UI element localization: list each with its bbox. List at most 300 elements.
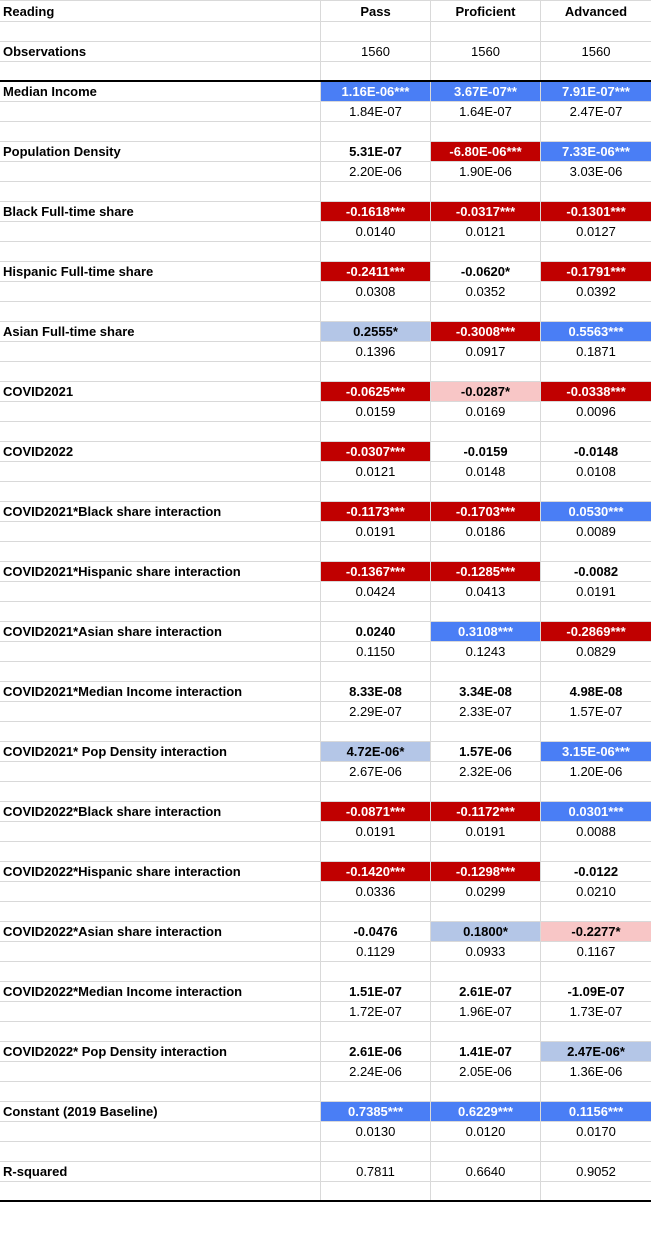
spacer-row [0, 542, 651, 562]
rsquared-row [0, 1162, 651, 1182]
coef-proficient[interactable]: 2.61E-07 [431, 982, 541, 1001]
empty-cell [0, 222, 321, 241]
table-row [0, 322, 651, 342]
table-row [0, 82, 651, 102]
coef-advanced[interactable]: -0.0148 [573, 444, 619, 459]
empty-cell [431, 902, 541, 921]
coef-advanced[interactable]: 3.15E-06*** [541, 742, 651, 761]
variable-label[interactable]: COVID2022*Hispanic share interaction [0, 862, 321, 881]
empty-cell [0, 242, 321, 261]
spacer-row [0, 602, 651, 622]
coef-advanced[interactable]: -0.0082 [573, 564, 619, 579]
empty-cell [321, 182, 431, 201]
table-row [0, 562, 651, 582]
empty-cell [0, 182, 321, 201]
spacer-row [0, 902, 651, 922]
empty-cell [541, 1022, 651, 1041]
empty-cell [431, 602, 541, 621]
coef-advanced[interactable]: 7.91E-07*** [541, 82, 651, 101]
se-proficient[interactable]: 1.64E-07 [431, 102, 541, 121]
empty-cell [0, 522, 321, 541]
coef-pass[interactable]: 0.7385*** [321, 1102, 431, 1121]
empty-cell [431, 1142, 541, 1161]
coef-pass[interactable]: 2.61E-06 [321, 1042, 431, 1061]
se-advanced[interactable]: 1.36E-06 [569, 1064, 623, 1079]
empty-cell [0, 782, 321, 801]
empty-cell [321, 362, 431, 381]
se-proficient[interactable]: 0.1243 [431, 642, 541, 661]
variable-label[interactable]: COVID2021 [0, 382, 321, 401]
empty-cell [541, 242, 651, 261]
se-pass[interactable]: 2.67E-06 [321, 762, 431, 781]
se-advanced[interactable]: 0.0392 [576, 284, 616, 299]
empty-cell [0, 402, 321, 421]
variable-label[interactable]: Median Income [0, 82, 321, 101]
coef-proficient[interactable]: 3.34E-08 [431, 682, 541, 701]
table-row [0, 582, 651, 602]
se-advanced[interactable]: 0.0191 [576, 584, 616, 599]
se-pass[interactable]: 0.0159 [321, 402, 431, 421]
empty-cell [0, 1002, 321, 1021]
se-pass[interactable]: 0.0140 [321, 222, 431, 241]
table-row [0, 1002, 651, 1022]
empty-cell [0, 1182, 321, 1200]
se-advanced[interactable]: 0.0108 [576, 464, 616, 479]
empty-cell [431, 182, 541, 201]
se-pass[interactable]: 1.84E-07 [321, 102, 431, 121]
empty-cell [541, 302, 651, 321]
coef-pass[interactable]: 8.33E-08 [321, 682, 431, 701]
empty-cell [321, 482, 431, 501]
empty-cell [431, 722, 541, 741]
se-pass[interactable]: 0.0130 [321, 1122, 431, 1141]
spacer-row [0, 182, 651, 202]
table-row [0, 402, 651, 422]
empty-cell [431, 662, 541, 681]
coef-advanced[interactable]: -0.1791*** [541, 262, 651, 281]
variable-label[interactable]: COVID2021*Black share interaction [0, 502, 321, 521]
coef-pass[interactable]: -0.1173*** [321, 502, 431, 521]
coef-pass[interactable]: 4.72E-06* [321, 742, 431, 761]
empty-cell [541, 782, 651, 801]
empty-cell [541, 1082, 651, 1101]
coef-advanced[interactable]: -0.2869*** [541, 622, 651, 641]
table-row [0, 142, 651, 162]
variable-label[interactable]: Constant (2019 Baseline) [0, 1102, 321, 1121]
se-advanced[interactable]: 0.0829 [576, 644, 616, 659]
variable-label[interactable]: COVID2022* Pop Density interaction [0, 1042, 321, 1061]
empty-cell [321, 962, 431, 981]
observations-pass[interactable]: 1560 [321, 42, 431, 61]
spacer-row [0, 302, 651, 322]
variable-label[interactable]: COVID2021*Median Income interaction [0, 682, 321, 701]
empty-cell [0, 342, 321, 361]
empty-cell [0, 822, 321, 841]
empty-cell [541, 962, 651, 981]
coef-pass[interactable]: -0.0871*** [321, 802, 431, 821]
se-proficient[interactable]: 0.0299 [431, 882, 541, 901]
spacer-row [0, 842, 651, 862]
coef-pass[interactable]: 1.51E-07 [321, 982, 431, 1001]
table-row [0, 1122, 651, 1142]
se-advanced[interactable]: 3.03E-06 [569, 164, 623, 179]
empty-cell [541, 902, 651, 921]
empty-cell [0, 22, 321, 41]
table-row [0, 342, 651, 362]
column-header-proficient[interactable]: Proficient [431, 1, 541, 21]
empty-cell [0, 462, 321, 481]
empty-cell [321, 62, 431, 80]
se-pass[interactable]: 2.20E-06 [321, 162, 431, 181]
coef-pass[interactable]: -0.1420*** [321, 862, 431, 881]
coef-proficient[interactable]: 0.3108*** [431, 622, 541, 641]
empty-cell [0, 702, 321, 721]
se-pass[interactable]: 2.24E-06 [321, 1062, 431, 1081]
coef-advanced[interactable]: 2.47E-06* [541, 1042, 651, 1061]
empty-cell [431, 782, 541, 801]
coef-pass[interactable]: -0.2411*** [321, 262, 431, 281]
observations-label[interactable]: Observations [0, 42, 321, 61]
empty-cell [321, 422, 431, 441]
se-advanced[interactable]: 0.0170 [576, 1124, 616, 1139]
coef-pass[interactable]: -0.0476 [321, 922, 431, 941]
table-row [0, 1042, 651, 1062]
coef-proficient[interactable]: 1.41E-07 [431, 1042, 541, 1061]
coef-pass[interactable]: -0.0625*** [321, 382, 431, 401]
empty-cell [431, 842, 541, 861]
empty-cell [0, 362, 321, 381]
empty-cell [541, 182, 651, 201]
coef-advanced[interactable]: 4.98E-08 [569, 684, 623, 699]
coef-advanced[interactable]: 0.5563*** [541, 322, 651, 341]
variable-label[interactable]: COVID2021*Asian share interaction [0, 622, 321, 641]
table-row [0, 822, 651, 842]
empty-cell [431, 482, 541, 501]
empty-cell [541, 122, 651, 141]
empty-cell [0, 662, 321, 681]
empty-cell [541, 1182, 651, 1200]
coef-advanced[interactable]: 0.0530*** [541, 502, 651, 521]
se-pass[interactable]: 0.0336 [321, 882, 431, 901]
header-row [0, 0, 651, 22]
se-proficient[interactable]: 1.96E-07 [431, 1002, 541, 1021]
se-proficient[interactable]: 0.0121 [431, 222, 541, 241]
variable-label[interactable]: Asian Full-time share [0, 322, 321, 341]
coef-advanced[interactable]: 7.33E-06*** [541, 142, 651, 161]
se-pass[interactable]: 0.0121 [321, 462, 431, 481]
se-proficient[interactable]: 0.0352 [431, 282, 541, 301]
variable-label[interactable]: COVID2021*Hispanic share interaction [0, 562, 321, 581]
coef-proficient[interactable]: -6.80E-06*** [431, 142, 541, 161]
coef-advanced[interactable]: -0.1301*** [541, 202, 651, 221]
table-row [0, 382, 651, 402]
coef-proficient[interactable]: -0.0287* [431, 382, 541, 401]
se-proficient[interactable]: 0.0186 [431, 522, 541, 541]
empty-cell [0, 1022, 321, 1041]
empty-cell [541, 542, 651, 561]
observations-row [0, 42, 651, 62]
coef-proficient[interactable]: -0.1172*** [431, 802, 541, 821]
se-advanced[interactable]: 1.20E-06 [569, 764, 623, 779]
empty-cell [431, 122, 541, 141]
coef-pass[interactable]: -0.1618*** [321, 202, 431, 221]
spacer-row [0, 62, 651, 82]
se-advanced[interactable]: 0.0089 [576, 524, 616, 539]
empty-cell [321, 22, 431, 41]
coef-proficient[interactable]: -0.0317*** [431, 202, 541, 221]
se-proficient[interactable]: 2.33E-07 [431, 702, 541, 721]
empty-cell [321, 242, 431, 261]
empty-cell [321, 722, 431, 741]
table-row [0, 882, 651, 902]
table-row [0, 982, 651, 1002]
variable-label[interactable]: COVID2022*Median Income interaction [0, 982, 321, 1001]
spacer-row [0, 722, 651, 742]
column-header-advanced[interactable]: Advanced [564, 3, 628, 19]
coef-proficient[interactable]: -0.0159 [431, 442, 541, 461]
empty-cell [321, 122, 431, 141]
empty-cell [541, 482, 651, 501]
coef-proficient[interactable]: -0.0620* [431, 262, 541, 281]
table-row [0, 222, 651, 242]
coef-proficient[interactable]: 1.57E-06 [431, 742, 541, 761]
rsquared-label[interactable]: R-squared [0, 1162, 321, 1181]
empty-cell [541, 22, 651, 41]
spacer-row [0, 122, 651, 142]
coef-advanced[interactable]: -0.0338*** [541, 382, 651, 401]
se-advanced[interactable]: 2.47E-07 [569, 104, 623, 119]
empty-cell [321, 662, 431, 681]
empty-cell [431, 1182, 541, 1200]
empty-cell [321, 1182, 431, 1200]
variable-rows [0, 82, 651, 1162]
coef-proficient[interactable]: 0.6229*** [431, 1102, 541, 1121]
se-pass[interactable]: 0.0424 [321, 582, 431, 601]
empty-cell [0, 422, 321, 441]
spacer-row [0, 1082, 651, 1102]
table-row [0, 802, 651, 822]
observations-proficient[interactable]: 1560 [431, 42, 541, 61]
empty-cell [431, 22, 541, 41]
table-row [0, 262, 651, 282]
table-row [0, 442, 651, 462]
spacer-row [0, 22, 651, 42]
empty-cell [0, 1142, 321, 1161]
se-proficient[interactable]: 0.0120 [431, 1122, 541, 1141]
se-proficient[interactable]: 1.90E-06 [431, 162, 541, 181]
empty-cell [431, 362, 541, 381]
table-title[interactable]: Reading [0, 1, 321, 21]
table-row [0, 522, 651, 542]
se-proficient[interactable]: 2.32E-06 [431, 762, 541, 781]
coef-pass[interactable]: -0.0307*** [321, 442, 431, 461]
empty-cell [321, 782, 431, 801]
coef-advanced[interactable]: -0.0122 [573, 864, 619, 879]
table-row [0, 702, 651, 722]
column-header-pass[interactable]: Pass [321, 1, 431, 21]
se-advanced[interactable]: 0.0210 [576, 884, 616, 899]
spacer-row [0, 1022, 651, 1042]
empty-cell [0, 762, 321, 781]
table-row [0, 862, 651, 882]
spacer-row [0, 422, 651, 442]
empty-cell [431, 62, 541, 80]
se-advanced[interactable]: 0.1167 [576, 944, 616, 959]
se-proficient[interactable]: 0.0917 [431, 342, 541, 361]
empty-cell [431, 1082, 541, 1101]
se-advanced[interactable]: 0.0127 [576, 224, 616, 239]
table-row [0, 1062, 651, 1082]
se-pass[interactable]: 0.1396 [321, 342, 431, 361]
coef-proficient[interactable]: -0.1298*** [431, 862, 541, 881]
table-row [0, 682, 651, 702]
observations-advanced[interactable]: 1560 [581, 44, 611, 59]
spacer-row [0, 1182, 651, 1202]
empty-cell [541, 1142, 651, 1161]
empty-cell [541, 722, 651, 741]
se-pass[interactable]: 0.1150 [321, 642, 431, 661]
table-row [0, 282, 651, 302]
se-proficient[interactable]: 0.0413 [431, 582, 541, 601]
coef-advanced[interactable]: 0.0301*** [541, 802, 651, 821]
rsquared-advanced[interactable]: 0.9052 [576, 1164, 616, 1179]
coef-advanced[interactable]: -1.09E-07 [567, 984, 625, 999]
se-pass[interactable]: 0.0191 [321, 822, 431, 841]
empty-cell [0, 722, 321, 741]
empty-cell [431, 422, 541, 441]
variable-label[interactable]: COVID2022 [0, 442, 321, 461]
empty-cell [431, 302, 541, 321]
se-advanced[interactable]: 1.73E-07 [569, 1004, 623, 1019]
empty-cell [0, 1082, 321, 1101]
empty-cell [321, 602, 431, 621]
variable-label[interactable]: COVID2022*Asian share interaction [0, 922, 321, 941]
empty-cell [541, 62, 651, 80]
variable-label[interactable]: COVID2021* Pop Density interaction [0, 742, 321, 761]
empty-cell [0, 102, 321, 121]
coef-proficient[interactable]: -0.1703*** [431, 502, 541, 521]
empty-cell [0, 942, 321, 961]
spacer-row [0, 482, 651, 502]
empty-cell [321, 542, 431, 561]
empty-cell [0, 1062, 321, 1081]
coef-proficient[interactable]: -0.3008*** [431, 322, 541, 341]
empty-cell [0, 1122, 321, 1141]
empty-cell [0, 482, 321, 501]
table-row [0, 622, 651, 642]
empty-cell [541, 602, 651, 621]
rsquared-proficient[interactable]: 0.6640 [431, 1162, 541, 1181]
se-proficient[interactable]: 0.0933 [431, 942, 541, 961]
se-advanced[interactable]: 0.0096 [576, 404, 616, 419]
variable-label[interactable]: Population Density [0, 142, 321, 161]
se-advanced[interactable]: 0.0088 [576, 824, 616, 839]
se-pass[interactable]: 0.0191 [321, 522, 431, 541]
coef-advanced[interactable]: 0.1156*** [541, 1102, 651, 1121]
se-advanced[interactable]: 1.57E-07 [569, 704, 623, 719]
empty-cell [0, 542, 321, 561]
coef-pass[interactable]: 1.16E-06*** [321, 82, 431, 101]
empty-cell [0, 162, 321, 181]
table-row [0, 942, 651, 962]
empty-cell [321, 1082, 431, 1101]
table-row [0, 462, 651, 482]
empty-cell [321, 902, 431, 921]
empty-cell [541, 842, 651, 861]
table-row [0, 162, 651, 182]
table-row [0, 642, 651, 662]
empty-cell [0, 602, 321, 621]
spacer-row [0, 662, 651, 682]
coef-pass[interactable]: 0.0240 [321, 622, 431, 641]
empty-cell [431, 1022, 541, 1041]
spacer-row [0, 962, 651, 982]
table-row [0, 502, 651, 522]
empty-cell [321, 1022, 431, 1041]
empty-cell [0, 962, 321, 981]
coef-pass[interactable]: 5.31E-07 [321, 142, 431, 161]
empty-cell [0, 302, 321, 321]
empty-cell [0, 122, 321, 141]
coef-pass[interactable]: -0.1367*** [321, 562, 431, 581]
table-row [0, 742, 651, 762]
table-row [0, 102, 651, 122]
coef-advanced[interactable]: -0.2277* [541, 922, 651, 941]
se-proficient[interactable]: 0.0148 [431, 462, 541, 481]
spacer-row [0, 1142, 651, 1162]
se-proficient[interactable]: 2.05E-06 [431, 1062, 541, 1081]
spacer-row [0, 782, 651, 802]
se-proficient[interactable]: 0.0169 [431, 402, 541, 421]
empty-cell [321, 302, 431, 321]
empty-cell [0, 882, 321, 901]
se-advanced[interactable]: 0.1871 [576, 344, 616, 359]
se-pass[interactable]: 0.0308 [321, 282, 431, 301]
se-proficient[interactable]: 0.0191 [431, 822, 541, 841]
empty-cell [541, 422, 651, 441]
variable-label[interactable]: Black Full-time share [0, 202, 321, 221]
empty-cell [0, 62, 321, 80]
empty-cell [541, 362, 651, 381]
table-row [0, 762, 651, 782]
variable-label[interactable]: Hispanic Full-time share [0, 262, 321, 281]
empty-cell [0, 582, 321, 601]
spacer-row [0, 242, 651, 262]
coef-proficient[interactable]: -0.1285*** [431, 562, 541, 581]
empty-cell [431, 962, 541, 981]
variable-label[interactable]: COVID2022*Black share interaction [0, 802, 321, 821]
empty-cell [541, 662, 651, 681]
spacer-row [0, 362, 651, 382]
se-pass[interactable]: 0.1129 [321, 942, 431, 961]
table-row [0, 202, 651, 222]
rsquared-pass[interactable]: 0.7811 [321, 1162, 431, 1181]
empty-cell [0, 902, 321, 921]
table-row [0, 922, 651, 942]
empty-cell [0, 642, 321, 661]
coef-proficient[interactable]: 0.1800* [431, 922, 541, 941]
coef-pass[interactable]: 0.2555* [321, 322, 431, 341]
empty-cell [431, 542, 541, 561]
table-row [0, 1102, 651, 1122]
se-pass[interactable]: 2.29E-07 [321, 702, 431, 721]
coef-proficient[interactable]: 3.67E-07** [431, 82, 541, 101]
se-pass[interactable]: 1.72E-07 [321, 1002, 431, 1021]
empty-cell [431, 242, 541, 261]
empty-cell [0, 282, 321, 301]
empty-cell [321, 842, 431, 861]
empty-cell [0, 842, 321, 861]
